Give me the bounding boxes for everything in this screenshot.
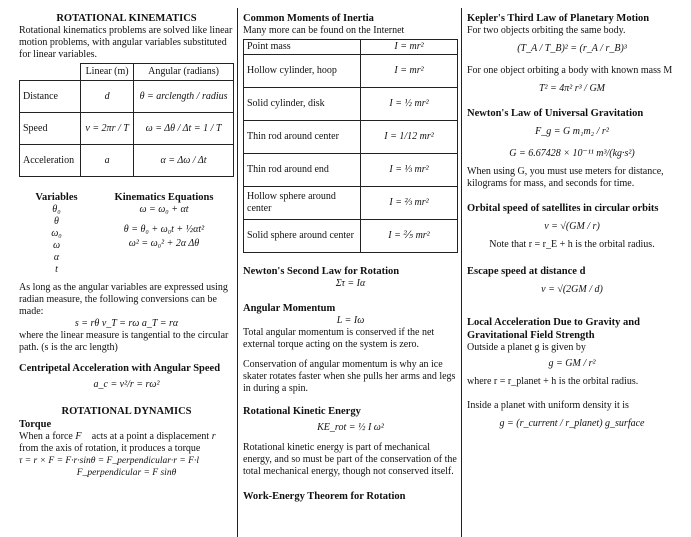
variable-item: t	[55, 264, 58, 275]
inertia-shape: Thin rod around end	[244, 154, 361, 187]
torque-equation: F_perpendicular = F sinθ	[76, 468, 177, 478]
variables-list	[19, 191, 94, 276]
table-cell: v = 2πr / T	[81, 113, 134, 145]
dynamics-title: ROTATIONAL DYNAMICS	[61, 406, 192, 417]
table-header-cell	[20, 64, 81, 81]
angular-momentum-text: Total angular momentum is conserved if the net external torque acting on the system is zero.	[243, 327, 435, 350]
inside-planet-text: Inside a planet with uniform density it is	[467, 400, 629, 411]
angular-momentum-title: Angular Momentum	[243, 303, 336, 314]
torque-text	[19, 431, 234, 455]
work-energy-title: Work-Energy Theorem for Rotation	[243, 491, 406, 502]
variable-item: θ	[54, 216, 59, 227]
gravitational-constant: G = 6.67428 × 10⁻¹¹ m³/(kg·s²)	[509, 148, 635, 159]
table-row-label: Speed	[20, 113, 81, 145]
inertia-shape: Hollow cylinder, hoop	[244, 55, 361, 88]
conversion-equations: s = rθ v_T = rω a_T = rα	[74, 318, 179, 329]
kepler-equation: T² = 4π² r³ / GM	[538, 83, 606, 94]
column-inertia-dynamics	[243, 12, 458, 503]
orbital-speed-title: Orbital speed of satellites in circular orbits	[467, 203, 659, 214]
local-gravity-title: Local Acceleration Due to Gravity and Gravitational Field Strength	[467, 317, 640, 341]
inside-planet-equation: g = (r_current / r_planet) g_surface	[499, 418, 645, 429]
kinetic-energy-title: Rotational Kinetic Energy	[243, 406, 361, 417]
inertia-formula: I = ½ mr²	[361, 88, 458, 121]
section-title: ROTATIONAL KINEMATICS	[56, 13, 197, 24]
displacement-vector-symbol: r⃗	[211, 431, 224, 442]
table-row-label: Acceleration	[20, 145, 81, 177]
variables-equations	[19, 191, 234, 276]
escape-speed-equation: v = √(2GM / d)	[541, 284, 603, 295]
equations-title: Kinematics Equations	[114, 192, 214, 203]
newton-rotation-equation: Στ = Iα	[335, 278, 366, 289]
torque-title: Torque	[19, 419, 52, 430]
centripetal-title: Centripetal Acceleration with Angular Speed	[19, 363, 221, 374]
inertia-formula: I = mr²	[361, 55, 458, 88]
local-gravity-text: Outside a planet g is given by	[467, 342, 586, 353]
orbital-speed-equation: v = √(GM / r)	[544, 221, 600, 232]
torque-text-part: displacement	[156, 431, 210, 442]
newton-rotation-title: Newton's Second Law for Rotation	[243, 266, 400, 277]
inertia-shape: Point mass	[244, 40, 361, 55]
inertia-formula: I = ⅓ mr²	[361, 154, 458, 187]
kepler-title: Kepler's Third Law of Planetary Motion	[467, 13, 650, 24]
column-divider	[461, 8, 462, 537]
escape-speed-title: Escape speed at distance d	[467, 266, 586, 277]
table-cell: a	[81, 145, 134, 177]
inertia-shape: Solid sphere around center	[244, 220, 361, 253]
gravitation-title: Newton's Law of Universal Gravitation	[467, 108, 644, 119]
angular-momentum-equation: L = Iω	[336, 315, 365, 326]
inertia-shape: Hollow sphere around center	[244, 187, 361, 220]
inertia-formula: I = mr²	[361, 40, 458, 55]
variable-item: α	[53, 252, 60, 263]
inertia-formula: I = ⅖ mr²	[361, 220, 458, 253]
local-gravity-equation: g = GM / r²	[548, 358, 596, 369]
equation: θ = θ₀ + ω₀t + ½αt²	[123, 224, 205, 235]
gravitation-text: When using G, you must use meters for distance, kilograms for mass, and seconds for time.	[467, 166, 664, 189]
equations-list	[94, 191, 234, 276]
kepler-text: For one object orbiting a body with known mass M	[467, 65, 673, 76]
variables-title: Variables	[35, 192, 78, 203]
centripetal-equation: a_c = v²/r = rω²	[93, 379, 160, 390]
inertia-shape: Solid cylinder, disk	[244, 88, 361, 121]
radian-text: As long as the angular variables are expressed using radian measure, the following conversions can be made:	[19, 282, 228, 317]
inertia-title: Common Moments of Inertia	[243, 13, 374, 24]
kinetic-energy-text: Rotational kinetic energy is part of mechanical energy, and so must be part of the conservation of the total mechanical energy, though not conserved itself.	[243, 442, 457, 477]
inertia-table	[243, 39, 458, 253]
inertia-formula: I = 1/12 mr²	[361, 121, 458, 154]
table-cell: d	[81, 81, 134, 113]
equation: ω = ω₀ + αt	[139, 204, 189, 215]
variable-item: ω₀	[51, 228, 62, 239]
variable-item: θ₀	[52, 204, 61, 215]
table-header-cell: Angular (radians)	[134, 64, 234, 81]
orbital-note: Note that r = r_E + h is the orbital radius.	[489, 239, 655, 250]
torque-text-part: When a force	[19, 431, 73, 442]
column-gravitation	[467, 12, 677, 430]
table-cell: α = Δω / Δt	[134, 145, 234, 177]
torque-text-part: from the axis of rotation, it produces a torque	[19, 443, 201, 454]
inertia-formula: I = ⅔ mr²	[361, 187, 458, 220]
intro-text: Rotational kinematics problems are solved like linear motion problems, with angular variables substituted for linear variables.	[19, 25, 233, 60]
angular-momentum-text: Conservation of angular momentum is why an ice skater rotates faster when she pulls her arms and legs in during a spin.	[243, 359, 456, 394]
table-row-label: Distance	[20, 81, 81, 113]
variable-item: ω	[52, 240, 61, 251]
torque-equation: τ = r × F = F·r·sinθ = F_perpendicular·r = F·l	[19, 456, 199, 466]
kepler-text: For two objects orbiting the same body.	[467, 25, 626, 36]
equation: ω² = ω₀² + 2α Δθ	[128, 238, 200, 249]
table-cell: θ = arclength / radius	[134, 81, 234, 113]
kinetic-energy-equation: KE_rot = ½ I ω²	[317, 422, 384, 433]
gravitation-equation: F_g = G m₁m₂ / r²	[535, 126, 609, 137]
table-cell: ω = Δθ / Δt = 1 / T	[134, 113, 234, 145]
column-divider	[237, 8, 238, 537]
local-gravity-where: where r = r_planet + h is the orbital radius.	[467, 376, 639, 387]
torque-text-part: acts at a point a	[91, 431, 154, 442]
inertia-subtitle: Many more can be found on the Internet	[243, 25, 405, 36]
kinematics-table	[19, 63, 234, 177]
force-vector-symbol: F⃗	[75, 431, 92, 442]
kepler-equation: (T_A / T_B)² = (r_A / r_B)³	[517, 43, 627, 54]
column-rotational-kinematics	[19, 12, 234, 479]
inertia-shape: Thin rod around center	[244, 121, 361, 154]
tangent-text: where the linear measure is tangential to the circular path. (s is the arc length)	[19, 330, 229, 353]
table-header-cell: Linear (m)	[81, 64, 134, 81]
